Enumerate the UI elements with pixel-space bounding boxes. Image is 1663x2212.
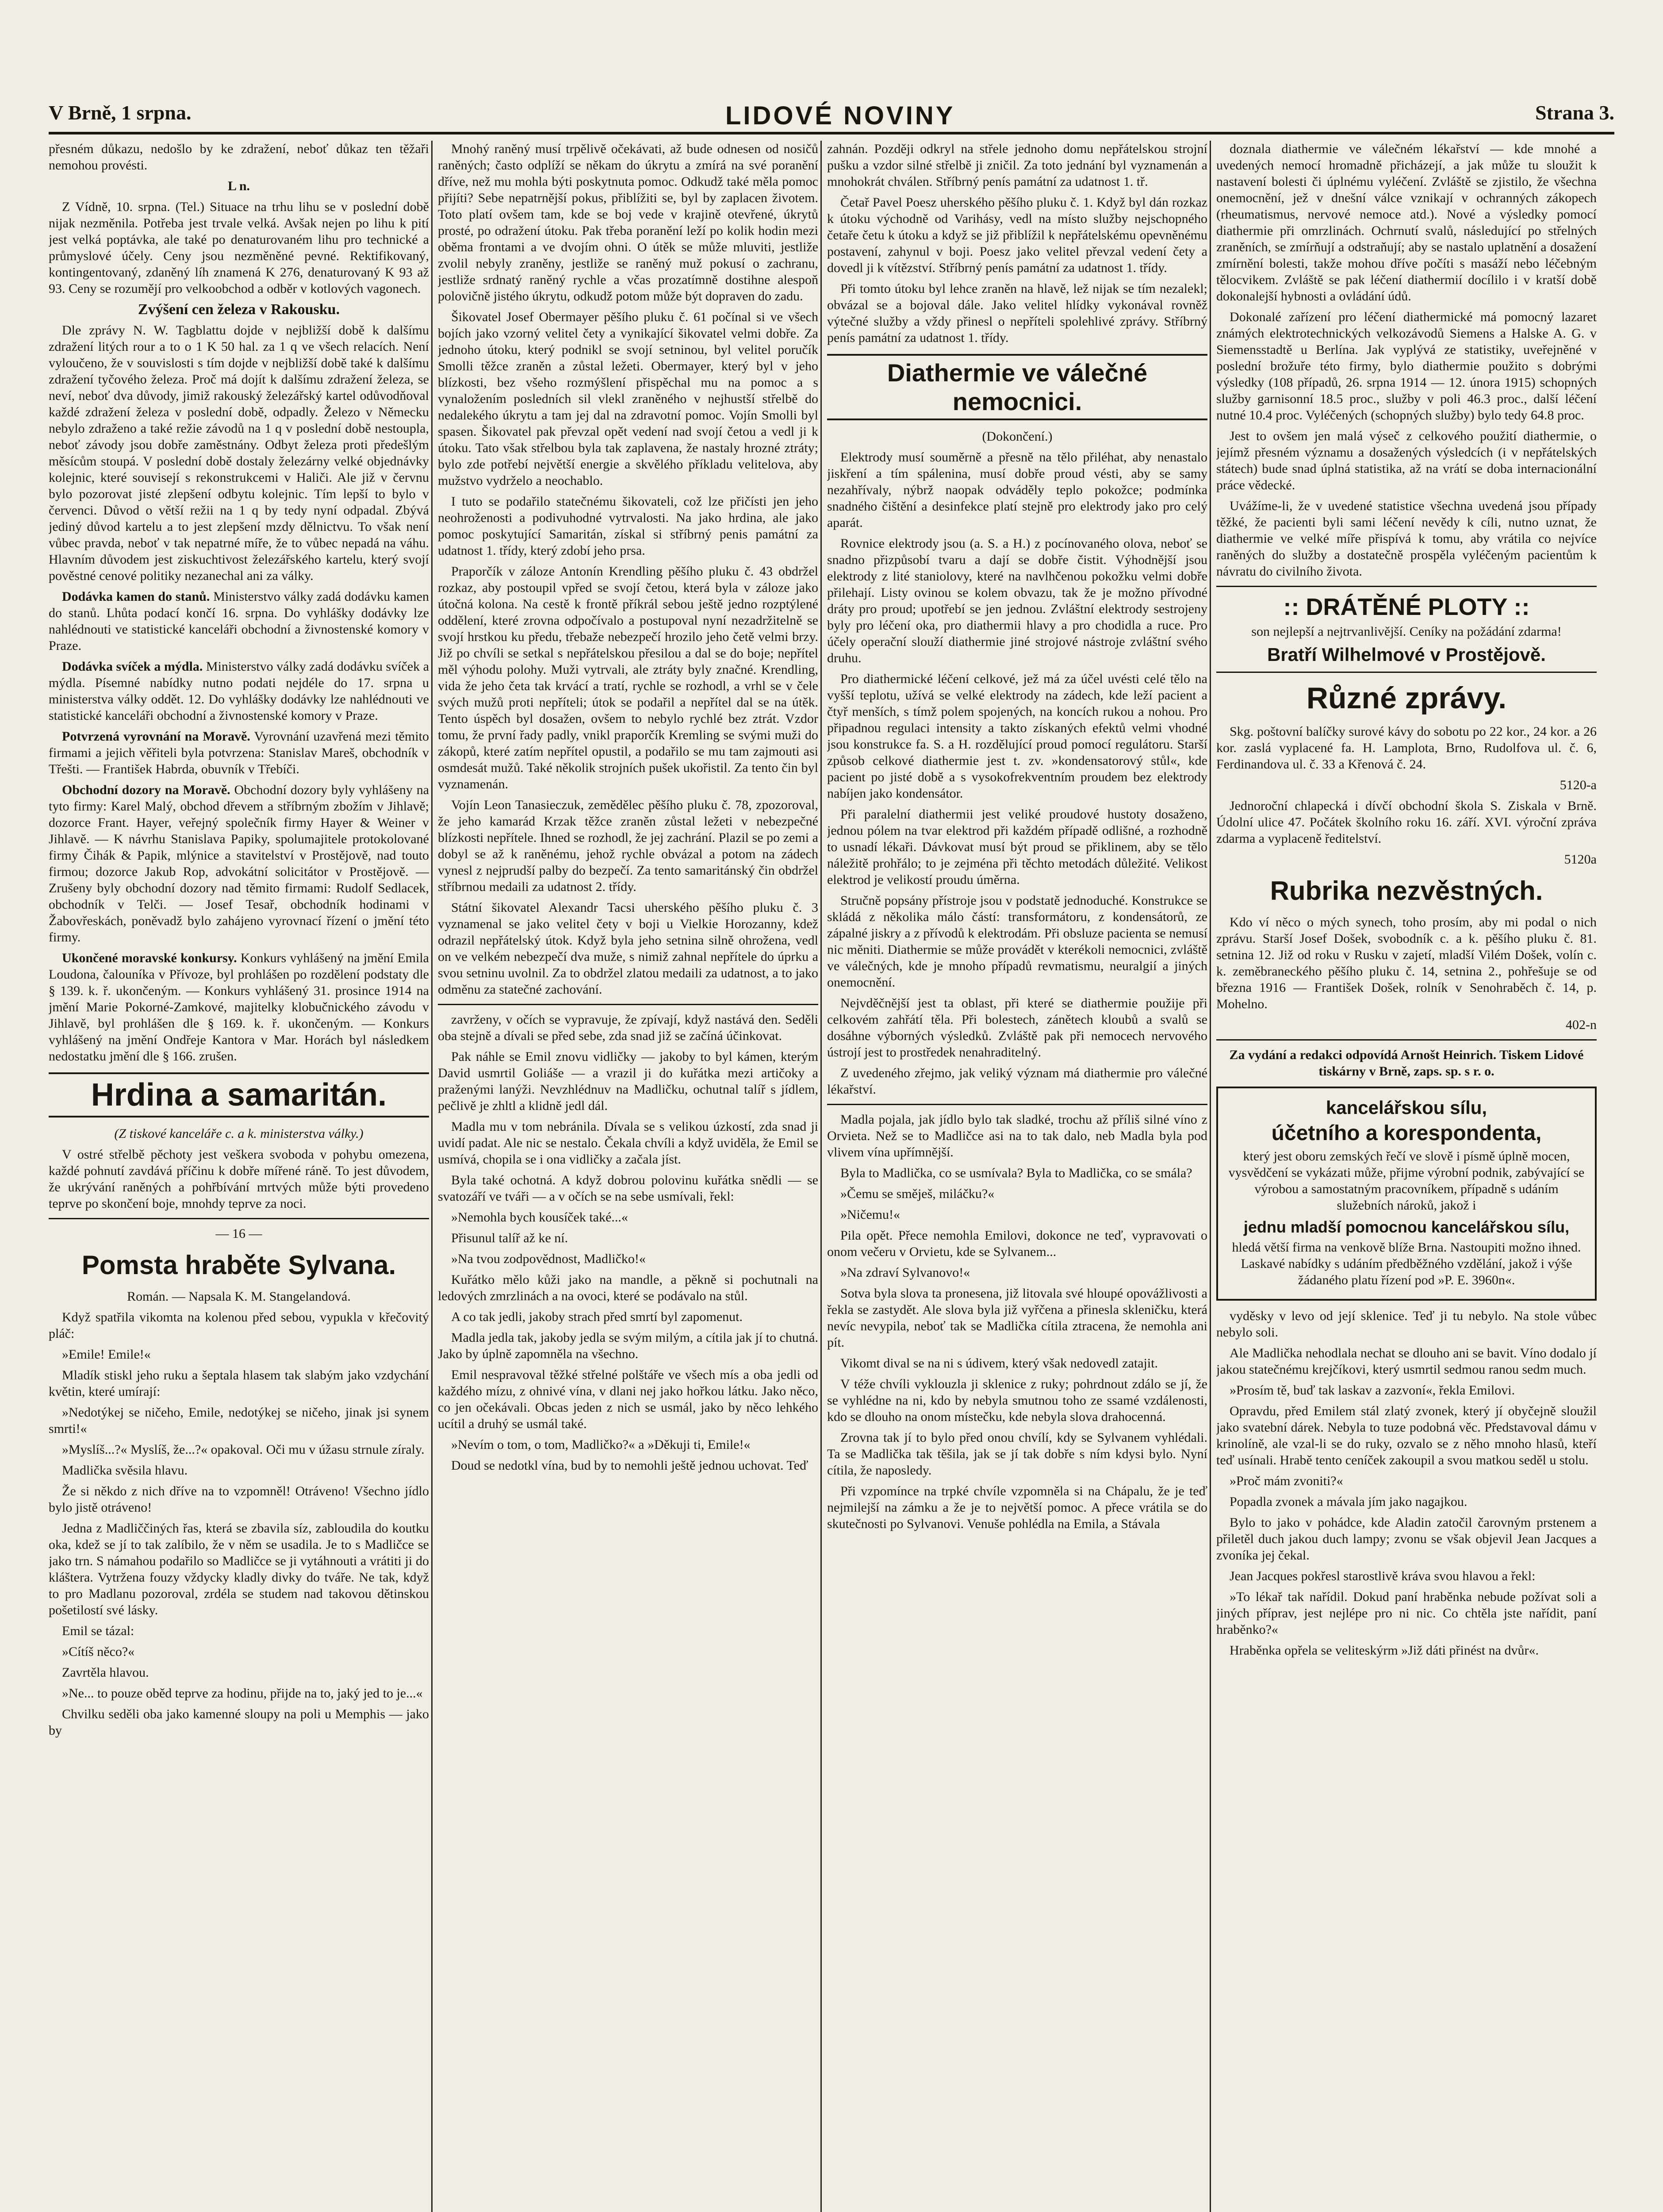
diathermy-paragraph: Nejvděčnější jest ta oblast, při které se diathermie použije při celkovém zahřátí těla. Při bolestech, zánětech kloubů a svalů se dosáhne výborných výsledků. Zvláště pak při nemocech nervového ústrojí jest to prostředek nenahraditelný. (827, 996, 1207, 1060)
missing-persons-text: Kdo ví něco o mých synech, toho prosím, aby mi podal o nich zprávu. Starší Josef Došek, svobodník c. a k. pěšího pluku č. 81. setnina 12. Již od roku v Rusku v zajetí, mladší Vilém Došek, volín c. k. zeměbraneckého pěšího pluku č. 14, setnina 2., pohřešuje se od března 1916 — František Došek, rolník v Senohraběch č. 14, p. Mohelno. (1216, 915, 1597, 1011)
serial-paragraph: Při vzpomínce na trpké chvíle vzpomněla si na Chápalu, že je teď nejmilejší na zámku a že je to největší pomoc. A přece vrátila se do skutečnosti po Sylvanovi. Venuše pohlédla na Emila, a Stávala (827, 1484, 1207, 1531)
column-4 (1216, 141, 1597, 2212)
war-paragraph: Šikovatel Josef Obermayer pěšího pluku č. 61 počínal si ve všech bojích jako vzorný velitel čety a vynikající šikovatel velmi dobře. Za jednoho útoku, který podnikl se svojí setninou, byl velitel poručík Smolli těžce zraněn a zůstal ležeti. Obermayer, který byl v jeho blízkosti, bez všeho rozmýšlení přispěchal mu na pomoc a s vynaložením posledních sil vlekl zraněného v nejhustší střelbě do nedalekého úkrytu a tam jej dal na zdravotní pomoc. Vojín Smolli byl spasen. Šikovatel pak převzal opět vedení nad svojí četou a vedl ji k útoku. Tato však střelbou byla tak zaplavena, že nastaly hrozné ztráty; bylo zde potřebí největší energie a skvělého příkladu velitelova, aby mužstvo vydrželo a neochablo. (438, 310, 818, 488)
serial-paragraph: »Emile! Emile!« (62, 1347, 151, 1362)
missing-persons-number: 402-n (1566, 1018, 1597, 1032)
diathermy-paragraph: Dokonalé zařízení pro léčení diathermické má pomocný lazaret známých elektrotechnických velkozávodů Siemens a Halske A. G. v Siemensstadtě u Berlína. Jak vyplývá ze statistiky, uveřejněné v poslední brožuře této firmy, bylo diathermie použito s dobrými výsledky (108 případů, 26. srpna 1914 — 12. února 1915) schopných služby garnisonní 18.5 proc., služby v poli 46.3 proc., další léčení nutné 10.4 proc. Vyléčených (schopných služby) bylo tedy 64.8 proc. (1216, 310, 1597, 422)
serial-paragraph: »Cítíš něco?« (62, 1644, 135, 1659)
headline-hero-samaritan: Hrdina a samaritán. (49, 1072, 429, 1118)
misc-coffee: Skg. poštovní balíčky surové kávy do sobotu po 22 kor., 24 kor. a 26 kor. zaslá vyplacené fa. H. Lamplota, Brno, Rudolfova ul. č. 6, Ferdinandova ul. č. 33 a Křenová č. 24. (1216, 724, 1597, 772)
misc-coffee-number: 5120-a (1560, 778, 1597, 792)
header-rule (49, 132, 1614, 134)
diathermy-continued: (Dokončení.) (982, 429, 1053, 444)
ad-fences-text: son nejlepší a nejtrvanlivější. Ceníky na požádání zdarma! (1251, 624, 1562, 639)
diathermy-paragraph: Pro diathermické léčení celkové, jež má za účel uvésti celé tělo na vyšší teplotu, užívá se velké elektrody na zádech, kde leží pacient a čtyř menších, s tímž polem spojených, na koncích rukou a nohou. Pro připadnou regulaci intensity a takto získaných efektů velmi vhodné jsou konstrukce fa. S. a H. rozdělující proud pomocí regulátoru. Starší způsob celkové diathermie jest t. zv. »kondensatorový stůl«, kde pacient po jisté době a s vysokofrekventním proudem bez elektrody nabíjen jako kondensátor. (827, 672, 1207, 801)
serial-paragraph: Jean Jacques pokřesl starostlivě kráva svou hlavou a řekl: (1230, 1569, 1536, 1583)
serial-paragraph: V téže chvíli vyklouzla ji sklenice z ruky; pohrdnout zdálo se jí, že se vyhlédne na ni, kdo by nebyla smutnou toho ze ssamé vzdálenosti, kdo se dlouho na onom místečku, kde nebyla slova drahocenná. (827, 1377, 1207, 1424)
diathermy-paragraph: Při paralelní diathermii jest veliké proudové hustoty dosaženo, jednou pólem na tvar elektrod při každém případě odlišné, a rozhodně to usnadí lékaři. Dávkovat musí být proud se přiklinem, aby se tělo náležitě prohřálo; to je zejména při těchto metodách důležité. Velikost elektrod je velikostí proudu úměrna. (827, 807, 1207, 887)
serial-paragraph: Vikomt dival se na ni s údivem, který však nedovedl zatajit. (840, 1356, 1158, 1371)
serial-paragraph: »Ne... to pouze oběd teprve za hodinu, přijde na to, jaký jed to je...« (62, 1686, 423, 1701)
serial-paragraph: Emil nespravoval těžké střelné polštáře ve všech mís a oba jedli od každého mízu, z ohnivé vína, v dlani nej jako hořkou látku. Jako něco, co jen očekávali. Obcas jeden z nich se usmál, jako by něco lehkého ucítil a druhý se usmál také. (438, 1367, 818, 1431)
serial-paragraph: Pak náhle se Emil znovu vidličky — jakoby to byl kámen, kterým David usmrtil Goliáše — a vrazil ji do kuřátka mezi artičoky a praženými lanýži. Nevzhlédnuv na Madličku, ochutnal talíř s jídlem, pečlivě je zhltl a klidně jedl dál. (438, 1049, 818, 1113)
serial-paragraph: »Nemohla bych kousíček také...« (451, 1210, 628, 1225)
serial-installment: — 16 — (215, 1226, 262, 1241)
serial-paragraph: Když spatřila vikomta na kolenou před sebou, vypukla v křečovitý pláč: (49, 1310, 429, 1341)
serial-paragraph: Byla to Madlička, co se usmívala? Byla to Madlička, co se smála? (840, 1166, 1192, 1180)
article-continuation: přesném důkazu, nedošlo by ke zdražení, neboť důkaz ten těžaři nemohou provésti. (49, 142, 429, 173)
serial-byline: Román. — Napsala K. M. Stangelandová. (127, 1289, 351, 1304)
serial-paragraph: »Nevím o tom, o tom, Madličko?« a »Děkuji ti, Emile!« (451, 1437, 751, 1452)
serial-paragraph: Mladík stiskl jeho ruku a šeptala hlasem tak slabým jako vzdychání květin, které umírají: (49, 1368, 429, 1399)
column-1 (49, 141, 429, 2212)
ad-job-title-3: jednu mladší pomocnou kancelářskou sílu, (1243, 1218, 1570, 1236)
column-3 (827, 141, 1207, 2212)
section-rule (49, 1218, 429, 1219)
serial-paragraph: »Nedotýkej se ničeho, Emile, nedotýkej se ničeho, jinak jsi synem smrti!« (49, 1405, 429, 1436)
column-divider (820, 141, 822, 2212)
page-number: Strana 3. (1535, 101, 1614, 124)
war-paragraph: Vojín Leon Tanasieczuk, zemědělec pěšího pluku č. 78, zpozoroval, že jeho kamarád Krzak těžce zraněn zůstal ležeti v nebezpečné blízkosti nepřítele. Ihned se rozhodl, že jej zachrání. Plazil se po zemi a dobyl se až k raněnému, jehož rychle obvázal a potom na zádech vynesl z nejprudší palby do bezpečí. Za tento samaritánský čin obdržel stříbrnou medaili za udatnost 2. třídy. (438, 798, 818, 894)
column-divider (1210, 141, 1211, 2212)
serial-paragraph: Přisunul talíř až ke ní. (451, 1231, 568, 1245)
serial-paragraph: Madla pojala, jak jídlo bylo tak sladké, trochu až příliš silné víno z Orvieta. Než se to Madličce asi na to tak dalo, neb Madla byla pod vlivem vína upřímnější. (827, 1112, 1207, 1160)
job-advertisement (1216, 1087, 1597, 1301)
ad-job-title-1: kancelářskou sílu, (1326, 1097, 1487, 1118)
serial-paragraph: Zrovna tak jí to bylo před onou chvílí, kdy se Sylvanem vyhlédali. Ta se Madlička tak těšila, jak se jí tak dobře s ním kdysi bylo. Nyní cítila, že naposledy. (827, 1430, 1207, 1478)
serial-paragraph: Opravdu, před Emilem stál zlatý zvonek, který jí obyčejně sloužil jako svatební dárek. Nebyla to tuze podobná věc. Představoval dámu v krinolíně, ale vzal-li se do ruky, ozvalo se z něho mnoho hlasů, kteří teď usínali. Hrabě tento ceníček zakoupil a svou matkou seděl u stolu. (1216, 1404, 1597, 1467)
column-divider (431, 141, 433, 2212)
section-rule (1216, 672, 1597, 673)
serial-text (827, 1111, 1207, 1532)
serial-paragraph: Popadla zvonek a mávala jím jako nagajkou. (1230, 1494, 1468, 1509)
article-hero-samaritan: V ostré střelbě pěchoty jest veškera svoboda v pohybu omezena, každé pohnutí zavdává příčinu k dobře mířené ráně. To jest důvodem, že ukrývání raněných a pohřbívání mrtvých může býti provedeno teprve po skončení boje, mnohdy teprve za noci. (49, 1147, 429, 1211)
war-paragraph: Četař Pavel Poesz uherského pěšího pluku č. 1. Když byl dán rozkaz k útoku východně od Varihásy, vedl na místo služby nejschopného četaře četu k útoku a když se již přiblížil k nepřátelskému opevněnému postavení, zahynul v boji. Poesz jako velitel převzal vedení čety a dovedl ji k vítězství. Stříbrný penís památní za udatnost 1. třídy. (827, 195, 1207, 275)
serial-paragraph: »Na zdraví Sylvanovo!« (840, 1265, 970, 1280)
notice-trade-supervision: Obchodní dozory na Moravě. Obchodní dozory byly vyhlášeny na tyto firmy: Karel Malý, obchod dřevem a stříbrným zbožím v Jihlavě; dozorce Frant. Hayer, veřejný společník firmy Hayer & Weiner v Jihlavě. — K návrhu Stanislava Papiky, spolumajitele protokolované firmy Čihák & Papik, mlýnice a stavitelství v Prostějově, nad touto firmou; dozorce Jakub Rop, advokátní solicitátor v Prostějově. — Zrušeny byly obchodní dozory nad těmito firmami: Rudolf Sedlacek, obchodník v Telči. — Josef Tesař, obchodník hodinami v Žabovřeskách, poněvadž bylo zahájeno vyrovnací řízení o jmění této firmy. (49, 783, 429, 945)
ad-job-body-2: hledá větší firma na venkově blíže Brna. Nastoupiti možno ihned. Laskavé nabídky s udáním předběžného vzdělání, jakož i výše žádaného platu řízení pod »P. E. 3960n«. (1232, 1240, 1581, 1287)
diathermy-text (1216, 141, 1597, 580)
serial-text (438, 1011, 818, 1474)
serial-paragraph: Sotva byla slova ta pronesena, již litovala své hloupé opovážlivosti a řekla se zastydět. Ale slova byla již vyřčena a přinesla skleničku, která nevíc nevypila, neboť tak se Madlička cítila ztracena, že nemohla ani pít. (827, 1286, 1207, 1350)
serial-title: Pomsta hraběte Sylvana. (81, 1250, 396, 1280)
serial-paragraph: vyděsky v levo od její sklenice. Teď ji tu nebylo. Na stole vůbec nebylo soli. (1216, 1309, 1597, 1340)
serial-paragraph: »Proč mám zvoniti?« (1230, 1474, 1343, 1488)
notice-candles-soap: Dodávka svíček a mýdla. Ministerstvo války zadá dodávku svíček a mýdla. Písemné nabídky nutno podati nejdéle do 17. srpna u ministerstva války oddět. 12. Do vyhlášky dodávky lze nahlédnouti ve statistické kanceláři obchodní a živnostenské komory v Praze. (49, 659, 429, 723)
serial-paragraph: Emil se tázal: (62, 1624, 134, 1638)
war-paragraph: Při tomto útoku byl lehce zraněn na hlavě, lež nijak se tím nezalekl; obvázal se a bojoval dále. Jako velitel hlídky vykonával rovněž výtečné služby a vždy přinesl o nepříteli spolehlivé zprávy. Stříbrný penís památní za udatnost 1. třídy. (827, 281, 1207, 345)
serial-paragraph: Madla jedla tak, jakoby jedla se svým milým, a cítila jak jí to chutná. Jako by úplně zapomněla na všechno. (438, 1330, 818, 1361)
war-paragraph: Praporčík v záloze Antonín Krendling pěšího pluku č. 43 obdržel rozkaz, aby postoupil vpřed se svojí četou, která byla v záloze jako útočná kolona. Na cestě k frontě příkrál sebou ještě jedno rozptýlené oddělení, které zrovna odpočívalo a postupoval nyní nezadržitelně se svojí hrstkou ku předu, třebaže nebezpečí hrozilo jeho četě velmi brzy. Již po chvíli se setkal s nepřátelskou přesilou a dal se do boje; nepřítel měl výhodu polohy. Muži vytrvali, ale ztráty byly značné. Krendling, vida že jeho četa tak krvácí a tratí, rychle se rozhodl, a vrhl se v čele svých mužů proti nepříteli; útok se podařil a nepřítel dal se na útěk. Tento úspěch byl dosažen, ovšem to nebylo rychlé bez ztrát. Vzdor tomu, že první řady padly, vnikl praporčík Kremling se svými muži do zákopů, které zatím nepřítel opustil, a podařilo se mu tam zajmouti asi osmdesát mužů. Také několik strojních pušek ukořistil. Za tento čin byl vyznamenán. (438, 564, 818, 791)
column-2 (438, 141, 818, 2212)
misc-school-number: 5120a (1564, 852, 1597, 867)
hero-source: (Z tiskové kanceláře c. a k. ministerstva války.) (114, 1126, 364, 1141)
serial-paragraph: Byla také ochotná. A když dobrou polovinu kuřátka snědli — se svatozáří ve tváři — a v očích se na sebe usmívali, řekl: (438, 1173, 818, 1204)
serial-text (49, 1309, 429, 1739)
article-iron-prices: Dle zprávy N. W. Tagblattu dojde v nejbližší době k dalšímu zdražení litých rour a to o 1 K 50 hal. za 1 q ve všech relacích. Není vyloučeno, že v souvislosti s tím dojde v nejbližší době také k dalšímu zdražení tyčového železa. Proč má dojít k dalšímu zdražení železa, se neví, neboť dva důvody, jimiž rakouský železářský kartel odůvodňoval každé zdražení železa v poslední době, odpadly. Železo v Německu nebylo zdraženo a také režie závodů na 1 q v poslední době nestoupla, neboť závody jsou dobře zaměstnány. Odbyt železa proti předešlým měsícům stoupá. V poslední době dostaly železárny velké objednávky kolejnic, které souvisejí s rekonstrukcemi v Haliči. Ale již v červnu bylo pozorovat jisté zlepšení odbytu kolejnic. Tím lepší to bylo v červenci. Důvod o větší režii na 1 q by tedy nyní odpadal. Zbývá jediný důvod kartelu a to jest zlepšení mzdy dělnictvu. To však není vůbec pravda, neboť v tak nepatrné míře, že to vůbec nepadá na váhu. Hlavním důvodem jest ziskuchtivost železářského kartelu, který svojí pověstné cenové politiky nezanechal ani za války. (49, 323, 429, 583)
author-sign: L n. (227, 179, 250, 193)
ad-fences-title: :: DRÁTĚNÉ PLOTY :: (1283, 594, 1530, 620)
diathermy-paragraph: Z uvedeného zřejmo, jak veliký význam má diathermie pro válečné lékařství. (827, 1066, 1207, 1097)
ad-fences-firm: Bratří Wilhelmové v Prostějově. (1267, 644, 1546, 665)
serial-paragraph: »Ničemu!« (840, 1207, 900, 1222)
notice-bankruptcies: Ukončené moravské konkursy. Konkurs vyhlášený na jmění Emila Loudona, čalouníka v Přívoze, byl prohlášen po rozdělení podstaty dle § 139. k. ř. ukončeným. — Konkurs vyhlášený 31. prosince 1914 na jmění Marie Pokorné-Zamkové, majitelky klobučnického závodu v Jihlavě, byl prohlášen dle § 169. k. ř. ukončeným. — Konkurs vyhlášený na jmění Ondřeje Kantora v Mar. Horách byl následkem nedostatku jmění dle § 166. zrušen. (49, 951, 429, 1064)
diathermy-text (827, 449, 1207, 1098)
heading-misc-news: Různé zprávy. (1306, 681, 1507, 715)
notice-settlements: Potvrzená vyrovnání na Moravě. Vyrovnání uzavřená mezi těmito firmami a jejich věřiteli byla potvrzena: Stanislav Mareš, obchodník v Třešti. — František Habrda, obuvník v Třebíči. (49, 729, 429, 776)
serial-paragraph: Hraběnka opřela se veliteskýrm »Již dáti přinést na dvůr«. (1230, 1643, 1539, 1658)
heading-iron-prices: Zvýšení cen železa v Rakousku. (138, 301, 340, 318)
war-paragraph: zahnán. Později odkryl na střele jednoho domu nepřátelskou strojní pušku a vzdor silné střelbě ji zničil. Za toto jednání byl vyznamenán a mnohokrát chválen. Stříbrný penís památní za udatnost 1. tř. (827, 142, 1207, 189)
serial-paragraph: »To lékař tak nařídil. Dokud paní hraběnka nebude požívat soli a jiných příprav, jest nejlépe pro ni nic. Co chtěla jste nařídit, paní hraběnko?« (1216, 1590, 1597, 1637)
serial-paragraph: Kuřátko mělo kůži jako na mandle, a pěkně si pochutnali na ledových zmrzlinách a na ovoci, které se podávalo na stůl. (438, 1272, 818, 1303)
serial-paragraph: Zavrtěla hlavou. (62, 1665, 149, 1680)
section-rule (1216, 1039, 1597, 1041)
heading-missing-persons: Rubrika nezvěstných. (1270, 876, 1543, 906)
serial-paragraph: Doud se nedotkl vína, bud by to nemohli ještě jednou uchovat. Teď (451, 1458, 809, 1473)
serial-paragraph: »Myslíš...?« Myslíš, že...?« opakoval. Oči mu v úžasu strnule zíraly. (62, 1442, 425, 1457)
diathermy-paragraph: doznala diathermie ve válečném lékařství — kde mnohé a uvedených nemocí hromadně přicházejí, a jak může tu sloužit k nastavení bolesti či úplnému vyléčení. Zvláště se zjistilo, že všechna onemocnění, jež v dnešní válce vznikají v ochranných zákopech (rheumatismus, nervové nemoce atd.). Nové a výsledky pomocí diathermie při omrzlinách. Ochrnutí svalů, následující po střelných zraněních, se zmírňují a odstraňují; aby se nastalo uplatnění a dosažení zmírnění bolesti, takže mohou dříve počíti s masáží nebo léčebným tělocvikem. Zvláště se pak léčení diathermií docílilo i v kratší době dokonalejší hybnosti a ovládání údů. (1216, 142, 1597, 303)
war-paragraph: Státní šikovatel Alexandr Tacsi uherského pěšího pluku č. 3 vyznamenal se jako velitel čety v boji u Vielkie Horozanny, kdež odrazil nepřátelský útok. Když byla jeho setnina silně ohrožena, vedl on ve velkém nebezpečí dva muže, s nimiž zahnal nepřítele do úprku a svou setninu uvolnil. Za to obdržel zlatou medaili za udatnost, a to jako odměnu za statečné zachování. (438, 900, 818, 997)
issue-date: V Brně, 1 srpna. (49, 101, 192, 124)
article-liquor-market: Z Vídně, 10. srpna. (Tel.) Situace na trhu lihu se v poslední době nijak nezměnila. Potřeba jest trvale velká. Avšak nejen po lihu k pití jest velká poptávka, ale také po denaturovaném lihu pro technické a průmyslové účely. Ceny jsou nezměněné pevné. Rektifikovaný, kontingentovaný, zdaněný líh znamená K 276, denaturovaný K 93 až 93. Ceny se rozumějí pro velkoobchod a odběr v kotlových vagonech. (49, 200, 429, 296)
war-paragraph: I tuto se podařilo statečnému šikovateli, což lze přičísti jen jeho neohroženosti a podivuhodné vytrvalosti. Na jako hrdina, ale jako pomoc poskytující Samaritán, získal si stříbrný penis památní za udatnost 1. třídy, který zdobí jeho prsa. (438, 494, 818, 558)
serial-paragraph: zavrženy, v očích se vypravuje, že zpívají, když nastává den. Seděli oba stejně a dívali se před sebe, zda snad již se začíná účinkovat. (438, 1012, 818, 1043)
serial-paragraph: Ale Madlička nehodlala nechat se dlouho ani se bavit. Víno dodalo jí jakou statečnému krejčíkovi, který usmrtil sedmou ranou sedm much. (1216, 1346, 1597, 1377)
diathermy-paragraph: Jest to ovšem jen malá výseč z celkového použití diathermie, o jejímž přesném významu a dosažených výsledcích (i v nepřátelských státech) bude snad úplná statistika, až na vrátí se doba internacionální práce vědecké. (1216, 429, 1597, 492)
ad-job-title-2: účetního a korespondenta, (1271, 1121, 1542, 1145)
section-rule (1216, 586, 1597, 587)
serial-text (1216, 1308, 1597, 1659)
diathermy-paragraph: Rovnice elektrody jsou (a. S. a H.) z pocínovaného olova, neboť se snadno přizpůsobí tvaru a dají se dobře čistit. Výhodnější jsou elektrody z lité staniolovy, které na navlhčenou pokožku velmi dobře přilehají. Listy ovinou se kolem obvazu, tak že je možno přívodné dráty pro proud; upotřebí se jen jednou. Zvláštní elektrody sestrojeny byly pro léčení oka, pro diathermii hlavy a pro chodidla a ruce. Pro účely operační slouží diathermie jiné strojové nástroje zvláštní svého druhu. (827, 536, 1207, 665)
serial-paragraph: Pila opět. Přece nemohla Emilovi, dokonce ne teď, vypravovati o onom večeru v Orvietu, kde se Sylvanem... (827, 1228, 1207, 1259)
section-rule (827, 1104, 1207, 1105)
newspaper-title: LIDOVÉ NOVINY (725, 101, 955, 130)
serial-paragraph: »Prosím tě, buď tak laskav a zazvoní«, řekla Emilovi. (1230, 1383, 1515, 1398)
war-paragraph: Mnohý raněný musí trpělivě očekávati, až bude odnesen od nosičů raněných; často odplíží se někam do úkrytu a zmírá na své poranění dříve, než mu mohla býti poskytnuta pomoc. Odkudž také měla pomoc přijíti? Sebe nepatrnější pokus, přiblížiti se, byl by zaplacen životem. Toto platí ovšem tam, kde se boj vede v krajině otevřené, úkrytů prosté, po odražení útoku. Pak třeba poranění leží po kolik hodin mezi oběma frontami a ve dvojím ohni. O útěk se může mluviti, jestliže zvolil nebyly zraněny, jestliže se raněný muž pokusí o zachranu, jestliže srdnatý raněný rychle a včas prozatímně dostihne alespoň polovičně jistého úkrytu, odkudž potom může být dopraven do zadu. (438, 142, 818, 303)
notice-stove-supply: Dodávka kamen do stanů. Ministerstvo války zadá dodávku kamen do stanů. Lhůta podací končí 16. srpna. Do vyhlášky dodávky lze nahlédnouti ve statistické kanceláři obchodní a živnostenské komory v Praze. (49, 589, 429, 653)
serial-paragraph: Chvilku seděli oba jako kamenné sloupy na poli u Memphis — jako by (49, 1707, 429, 1738)
headline-diathermy: Diathermie ve válečné nemocnici. (827, 354, 1207, 420)
serial-paragraph: »Na tvou zodpovědnost, Madličko!« (451, 1252, 646, 1266)
serial-paragraph: »Čemu se směješ, miláčku?« (840, 1187, 995, 1201)
misc-school: Jednoroční chlapecká i dívčí obchodní škola S. Ziskala v Brně. Údolní ulice 47. Počátek školního roku 16. září. XVI. výroční zpráva zdarma a vyplaceně ředitelství. (1216, 799, 1597, 846)
ad-job-body-1: který jest oboru zemských řečí ve slově i písmě úplně mocen, vysvědčení se vykázati může, přijme výrobní podnik, zabývající se výrobou a samostatným pracovníkem, případně s udáním služebních nároků, jakož i (1228, 1149, 1585, 1213)
serial-paragraph: Bylo to jako v pohádce, kde Aladin zatočil čarovným prstenem a přiletěl duch jakou duch lampy; zvonu se však objevil Jean Jacques a zvoníka jej čekal. (1216, 1515, 1597, 1563)
diathermy-paragraph: Uvážíme-li, že v uvedené statistice všechna uvedená jsou případy těžké, že pacienti byli sami léčení nevědy k cíli, nutno uznat, že diathermie ve velké míře přispívá k tomu, aby vrátila co nejvíce raněných do služby a dostatečně prospěla vyléčeným pacientům k návratu do civilního života. (1216, 499, 1597, 579)
serial-paragraph: A co tak jedli, jakoby strach před smrtí byl zapomenut. (451, 1310, 743, 1324)
imprint: Za vydání a redakci odpovídá Arnošt Heinrich. Tiskem Lidové tiskárny v Brně, zaps. sp. s r. o. (1229, 1048, 1584, 1079)
serial-paragraph: Že si někdo z nich dříve na to vzpomněl! Otráveno! Všechno jídlo bylo jistě otráveno! (49, 1484, 429, 1515)
serial-paragraph: Madlička svěsila hlavu. (62, 1463, 188, 1478)
serial-paragraph: Jedna z Madliččiných řas, která se zbavila síz, zabloudila do koutku oka, kdež se jí to tak zalíbilo, že v něm se usadila. Je to s Madličce se jako trn. S námahou podařilo so Madličce se ji vytáhnouti a vrátiti ji do kláštera. Vytržena fouzy vždycky kladly divky do tváře. Ne tak, když to pro Madlanu pozoroval, zrdéla se studem nad takovou dětinskou pošetilostí své lásky. (49, 1521, 429, 1617)
serial-paragraph: Madla mu v tom nebránila. Dívala se s velikou úzkostí, zda snad ji uvidí padat. Ale nic se nestalo. Čekala chvíli a když uviděla, že Emil se usmívá, chopila se i ona vidličky a začala jíst. (438, 1119, 818, 1167)
page-header (49, 101, 1614, 136)
diathermy-paragraph: Stručně popsány přístroje jsou v podstatě jednoduché. Konstrukce se skládá z několika málo částí: transformátoru, z kondensátorů, ze zápalné jiskry a z přívodů k elektrodám. Při obsluze pacienta se nemusí nic měniti. Diathermie se může provádět v kterékoli nemocnici, zvláště ve válečných, kde je mnoho případů revmatismu, neuralgií a jiných onemocnění. (827, 893, 1207, 990)
diathermy-paragraph: Elektrody musí souměrně a přesně na tělo přiléhat, aby nenastalo jiskření a tím spálenina, musí dobře proud vésti, aby se samy nezahřívaly, nýbrž naopak odváděly teplo pokožce; podmínka snadného čištění a desinfekce platí stejně pro elektrody jako pro celý aparát. (827, 450, 1207, 530)
section-rule (438, 1004, 818, 1005)
